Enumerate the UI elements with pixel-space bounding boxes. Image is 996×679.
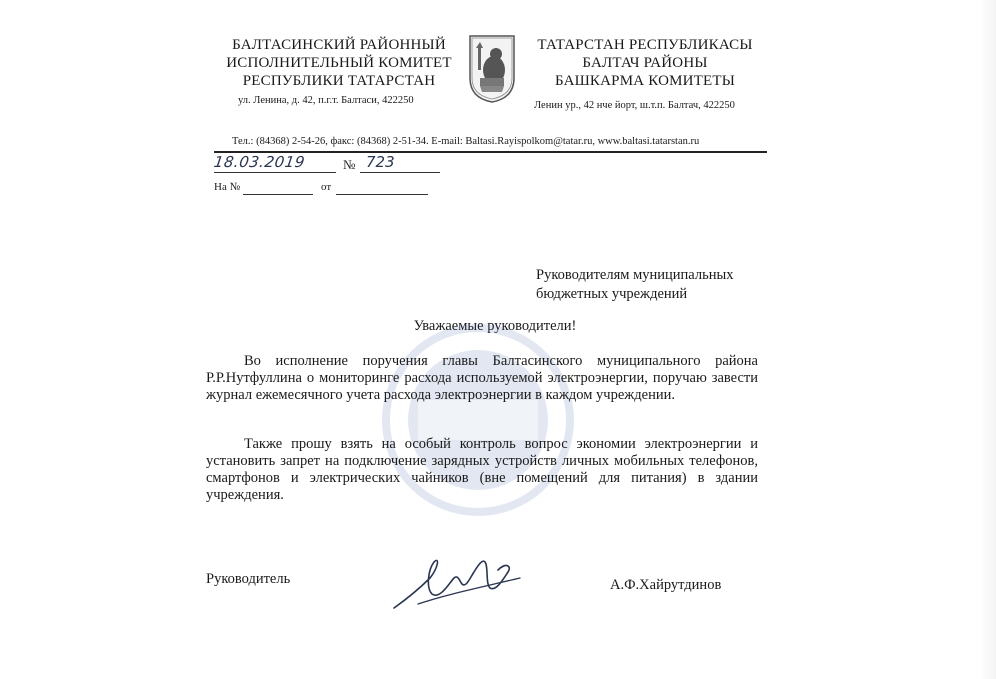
salutation: Уважаемые руководители! [413, 318, 577, 334]
addressee-line-1: Руководителям муниципальных [536, 267, 734, 283]
signatory-name: А.Ф.Хайрутдинов [610, 577, 722, 593]
addressee-block [536, 266, 733, 304]
address-tatar: Ленин ур., 42 нче йорт, ш.т.п. Балтач, 422250 [534, 100, 735, 111]
reply-date-blank [336, 180, 428, 195]
coat-of-arms-icon [466, 32, 518, 104]
outgoing-number: 723 [366, 153, 395, 171]
org-name-tt-line-2: БАЛТАЧ РАЙОНЫ [582, 55, 708, 71]
org-name-russian [208, 36, 470, 90]
outgoing-date: 18.03.2019 [212, 153, 307, 171]
body-paragraph-2 [206, 436, 758, 504]
org-name-tatar [524, 36, 766, 90]
org-name-ru-line-3: РЕСПУБЛИКИ ТАТАРСТАН [242, 73, 436, 89]
handwritten-signature-icon [388, 548, 528, 618]
number-label: № [343, 157, 356, 172]
addressee-line-2: бюджетных учреждений [536, 286, 688, 302]
contact-line: Тел.: (84368) 2-54-26, факс: (84368) 2-51-34. E-mail: Baltasi.Rayispolkom@tatar.ru, www.baltasi.tatarstan.ru [232, 136, 700, 147]
org-name-tt-line-1: ТАТАРСТАН РЕСПУБЛИКАСЫ [537, 37, 753, 53]
body-paragraph-2-text: Также прошу взять на особый контроль вопрос экономии электроэнергии и установить запрет на подключение зарядных устройств личных мобильных телефонов, смартфонов и электрических чайников (вне помещений для питания) в здании учреждения. [206, 436, 758, 503]
reply-from-label: от [321, 181, 332, 193]
org-name-ru-line-2: ИСПОЛНИТЕЛЬНЫЙ КОМИТЕТ [226, 55, 452, 71]
reply-number-blank [243, 180, 313, 195]
address-russian: ул. Ленина, д. 42, п.г.т. Балтаси, 422250 [238, 95, 414, 106]
body-paragraph-1-text: Во исполнение поручения главы Балтасинского муниципального района Р.Р.Нутфуллина о мониторинге расхода используемой электроэнергии, поручаю завести журнал ежемесячного учета расхода электроэнергии в каждом учреждении. [206, 353, 758, 403]
org-name-tt-line-3: БАШКАРМА КОМИТЕТЫ [554, 73, 736, 89]
page-edge-shadow [980, 0, 996, 679]
signatory-title: Руководитель [206, 571, 291, 587]
reply-to-label: На № [214, 181, 241, 193]
body-paragraph-1 [206, 353, 758, 404]
org-name-ru-line-1: БАЛТАСИНСКИЙ РАЙОННЫЙ [232, 37, 446, 53]
